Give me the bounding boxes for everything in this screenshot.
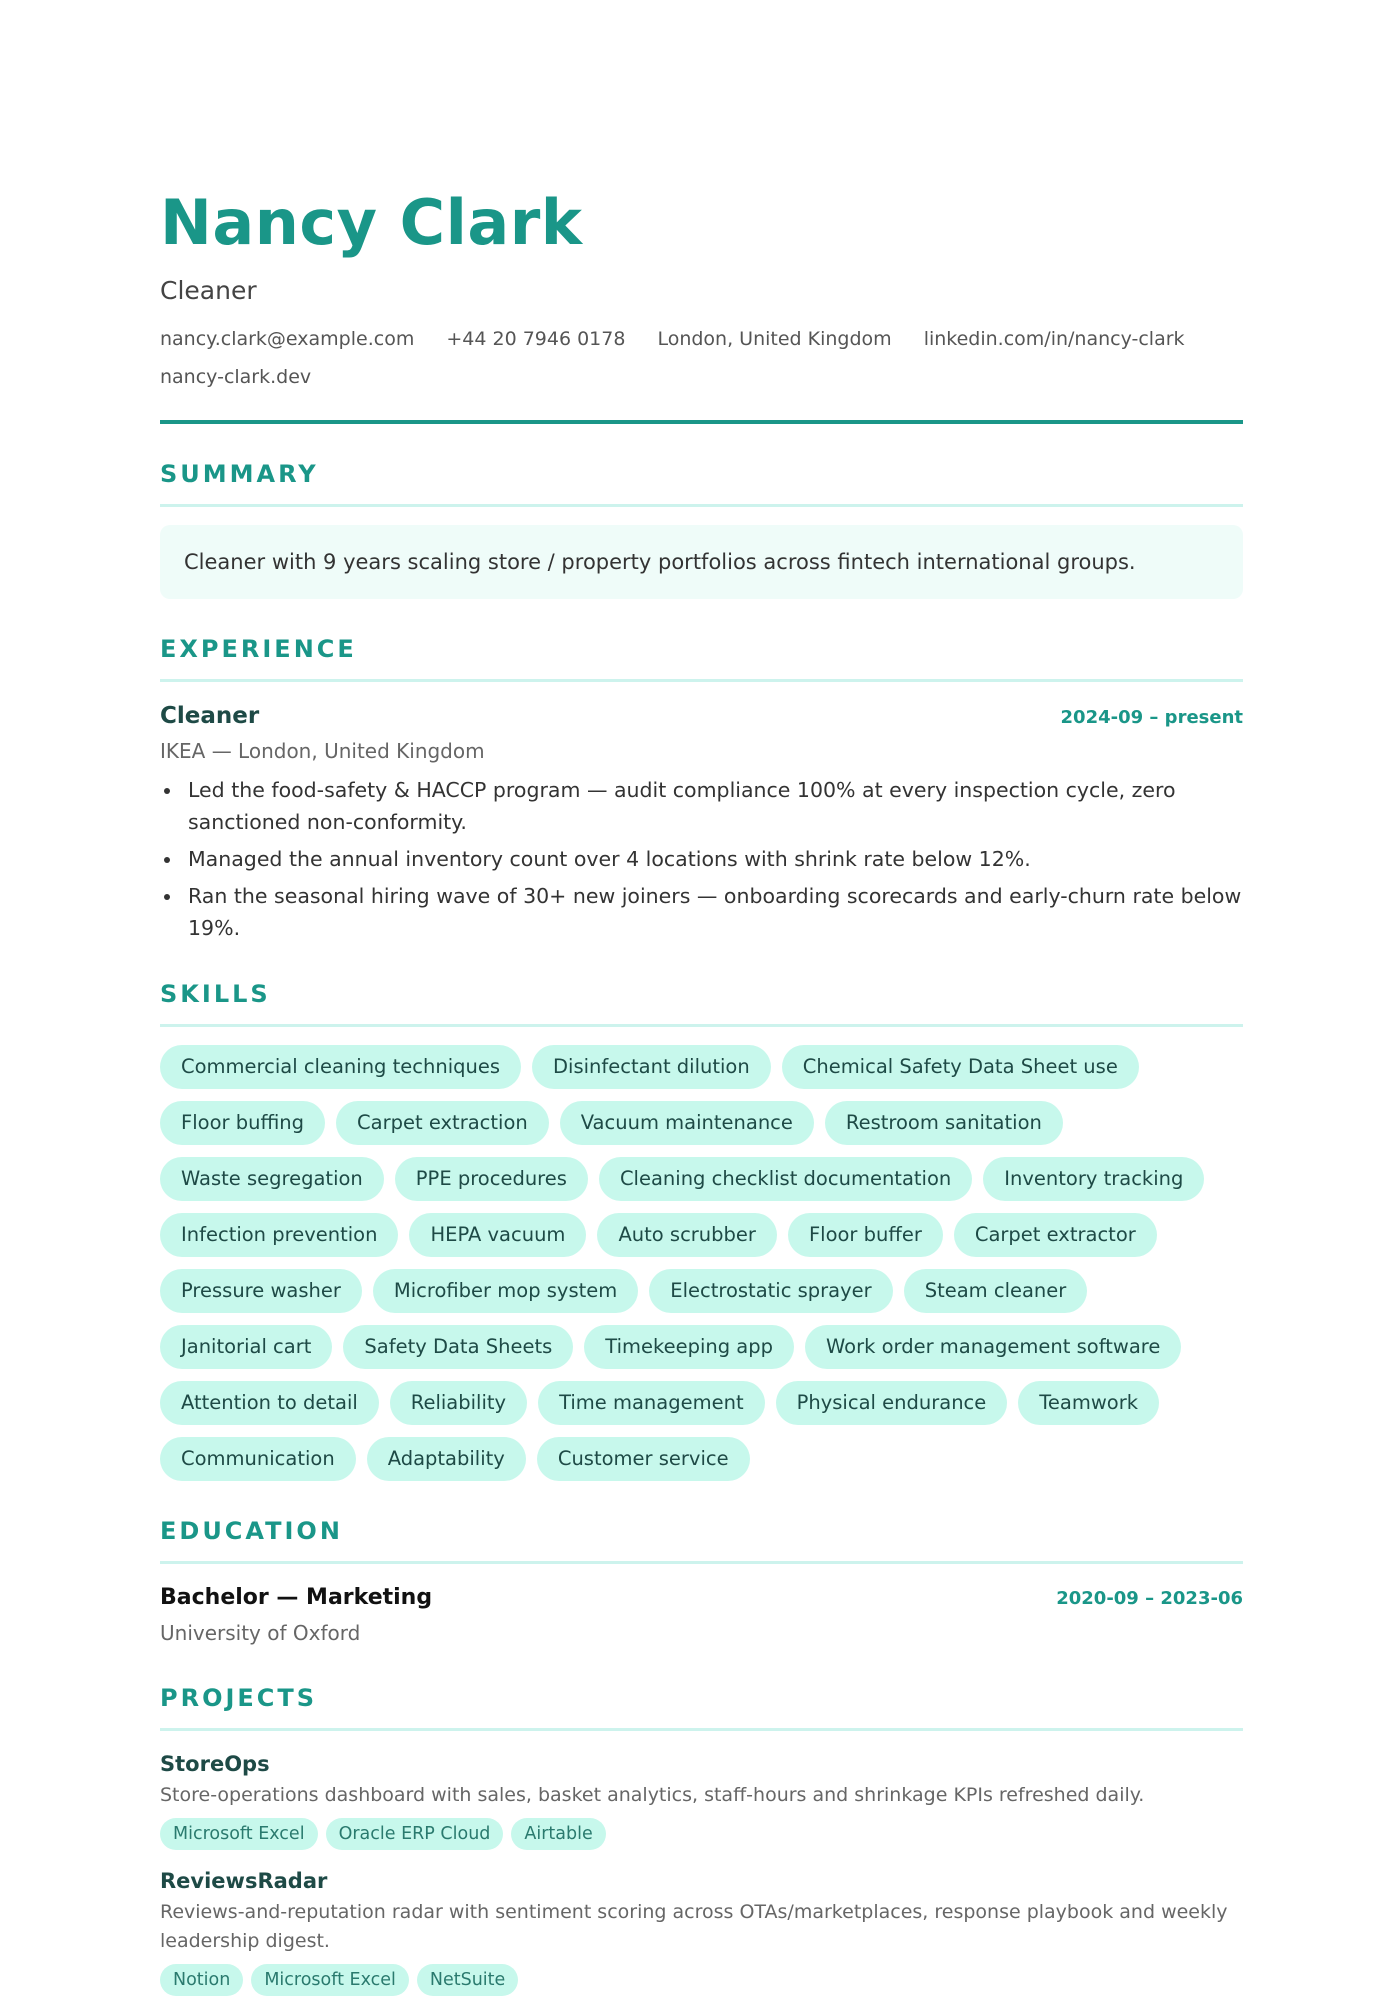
job-company: IKEA — London, United Kingdom [160, 739, 485, 763]
education-header [160, 1582, 1243, 1614]
education-dates: 2020-09 – 2023-06 [1056, 1588, 1243, 1609]
experience-heading: EXPERIENCE [160, 635, 357, 663]
project-tag: Notion [160, 1964, 243, 1996]
project-entry [160, 1866, 1243, 1996]
skill-chip: Inventory tracking [983, 1157, 1204, 1201]
header-divider [160, 420, 1243, 424]
skill-chip: Timekeeping app [584, 1325, 794, 1369]
job-title: Cleaner [160, 703, 260, 729]
skill-chip: Steam cleaner [904, 1269, 1088, 1313]
skill-chip: Cleaning checklist documentation [599, 1157, 972, 1201]
skill-chip: Restroom sanitation [825, 1101, 1063, 1145]
project-tags [160, 1818, 1243, 1850]
contact-location: London, United Kingdom [657, 328, 892, 350]
skill-chip: Work order management software [805, 1325, 1181, 1369]
skills-heading: SKILLS [160, 980, 271, 1008]
project-tag: NetSuite [417, 1964, 518, 1996]
job-bullet: Managed the annual inventory count over 4 locations with shrink rate below 12%. [160, 843, 1243, 875]
contact-website[interactable]: nancy-clark.dev [160, 366, 312, 388]
skill-chip: Teamwork [1018, 1381, 1159, 1425]
job-header [160, 700, 1243, 732]
section-divider [160, 504, 1243, 507]
skill-chip: Adaptability [367, 1437, 526, 1481]
skill-chip: Customer service [537, 1437, 750, 1481]
section-divider [160, 1561, 1243, 1564]
experience-entry [160, 700, 1243, 944]
resume-header [160, 180, 1243, 424]
section-divider [160, 679, 1243, 682]
project-description: Reviews-and-reputation radar with sentiment scoring across OTAs/marketplaces, response playbook and weekly leadership digest. [160, 1901, 1228, 1952]
project-name: StoreOps [160, 1752, 270, 1776]
summary-heading: SUMMARY [160, 460, 319, 488]
project-tag: Microsoft Excel [160, 1818, 318, 1850]
summary-text: Cleaner with 9 years scaling store / property portfolios across fintech international groups. [160, 525, 1243, 599]
projects-heading: PROJECTS [160, 1684, 318, 1712]
education-entry [160, 1582, 1243, 1648]
education-school: University of Oxford [160, 1621, 361, 1645]
skill-chip: Infection prevention [160, 1213, 398, 1257]
project-tag: Airtable [511, 1818, 605, 1850]
project-description: Store-operations dashboard with sales, basket analytics, staff-hours and shrinkage KPIs refreshed daily. [160, 1784, 1145, 1806]
skill-chip: HEPA vacuum [409, 1213, 586, 1257]
contact-email[interactable]: nancy.clark@example.com [160, 328, 415, 350]
skill-chip: Microfiber mop system [373, 1269, 638, 1313]
job-bullets [160, 774, 1243, 944]
project-entry [160, 1749, 1243, 1850]
skill-chip: Time management [538, 1381, 765, 1425]
skills-list [160, 1045, 1243, 1481]
skill-chip: Janitorial cart [160, 1325, 332, 1369]
skill-chip: Auto scrubber [597, 1213, 777, 1257]
skills-section [160, 978, 1243, 1481]
contact-phone[interactable]: +44 20 7946 0178 [446, 328, 626, 350]
skill-chip: Vacuum maintenance [560, 1101, 814, 1145]
skill-chip: Commercial cleaning techniques [160, 1045, 521, 1089]
job-bullet: Led the food-safety & HACCP program — audit compliance 100% at every inspection cycle, zero sanctioned non-conformity. [160, 774, 1243, 838]
section-divider [160, 1728, 1243, 1731]
skill-chip: Pressure washer [160, 1269, 362, 1313]
candidate-role: Cleaner [160, 276, 257, 305]
contact-list [160, 326, 1243, 390]
contact-linkedin[interactable]: linkedin.com/in/nancy-clark [923, 328, 1185, 350]
skill-chip: Reliability [390, 1381, 527, 1425]
experience-section [160, 633, 1243, 944]
skill-chip: Communication [160, 1437, 356, 1481]
project-tag: Oracle ERP Cloud [326, 1818, 504, 1850]
job-bullet: Ran the seasonal hiring wave of 30+ new joiners — onboarding scorecards and early-churn rate below 19%. [160, 880, 1243, 944]
candidate-name: Nancy Clark [160, 186, 583, 259]
skill-chip: Carpet extractor [954, 1213, 1157, 1257]
education-heading: EDUCATION [160, 1517, 343, 1545]
summary-section [160, 458, 1243, 599]
education-section [160, 1515, 1243, 1648]
skill-chip: Attention to detail [160, 1381, 379, 1425]
skill-chip: Floor buffer [788, 1213, 943, 1257]
skill-chip: Electrostatic sprayer [649, 1269, 892, 1313]
education-degree: Bachelor — Marketing [160, 1585, 433, 1610]
skill-chip: Floor buffing [160, 1101, 325, 1145]
skill-chip: Waste segregation [160, 1157, 384, 1201]
projects-section [160, 1682, 1243, 1996]
resume-content [160, 180, 1243, 2012]
skill-chip: Safety Data Sheets [343, 1325, 573, 1369]
skill-chip: PPE procedures [395, 1157, 588, 1201]
job-dates: 2024-09 – present [1060, 707, 1243, 728]
skill-chip: Carpet extraction [336, 1101, 549, 1145]
skill-chip: Physical endurance [776, 1381, 1008, 1425]
skill-chip: Chemical Safety Data Sheet use [782, 1045, 1139, 1089]
project-tag: Microsoft Excel [251, 1964, 409, 1996]
skill-chip: Disinfectant dilution [532, 1045, 771, 1089]
section-divider [160, 1024, 1243, 1027]
project-tags [160, 1964, 1243, 1996]
project-name: ReviewsRadar [160, 1869, 328, 1893]
